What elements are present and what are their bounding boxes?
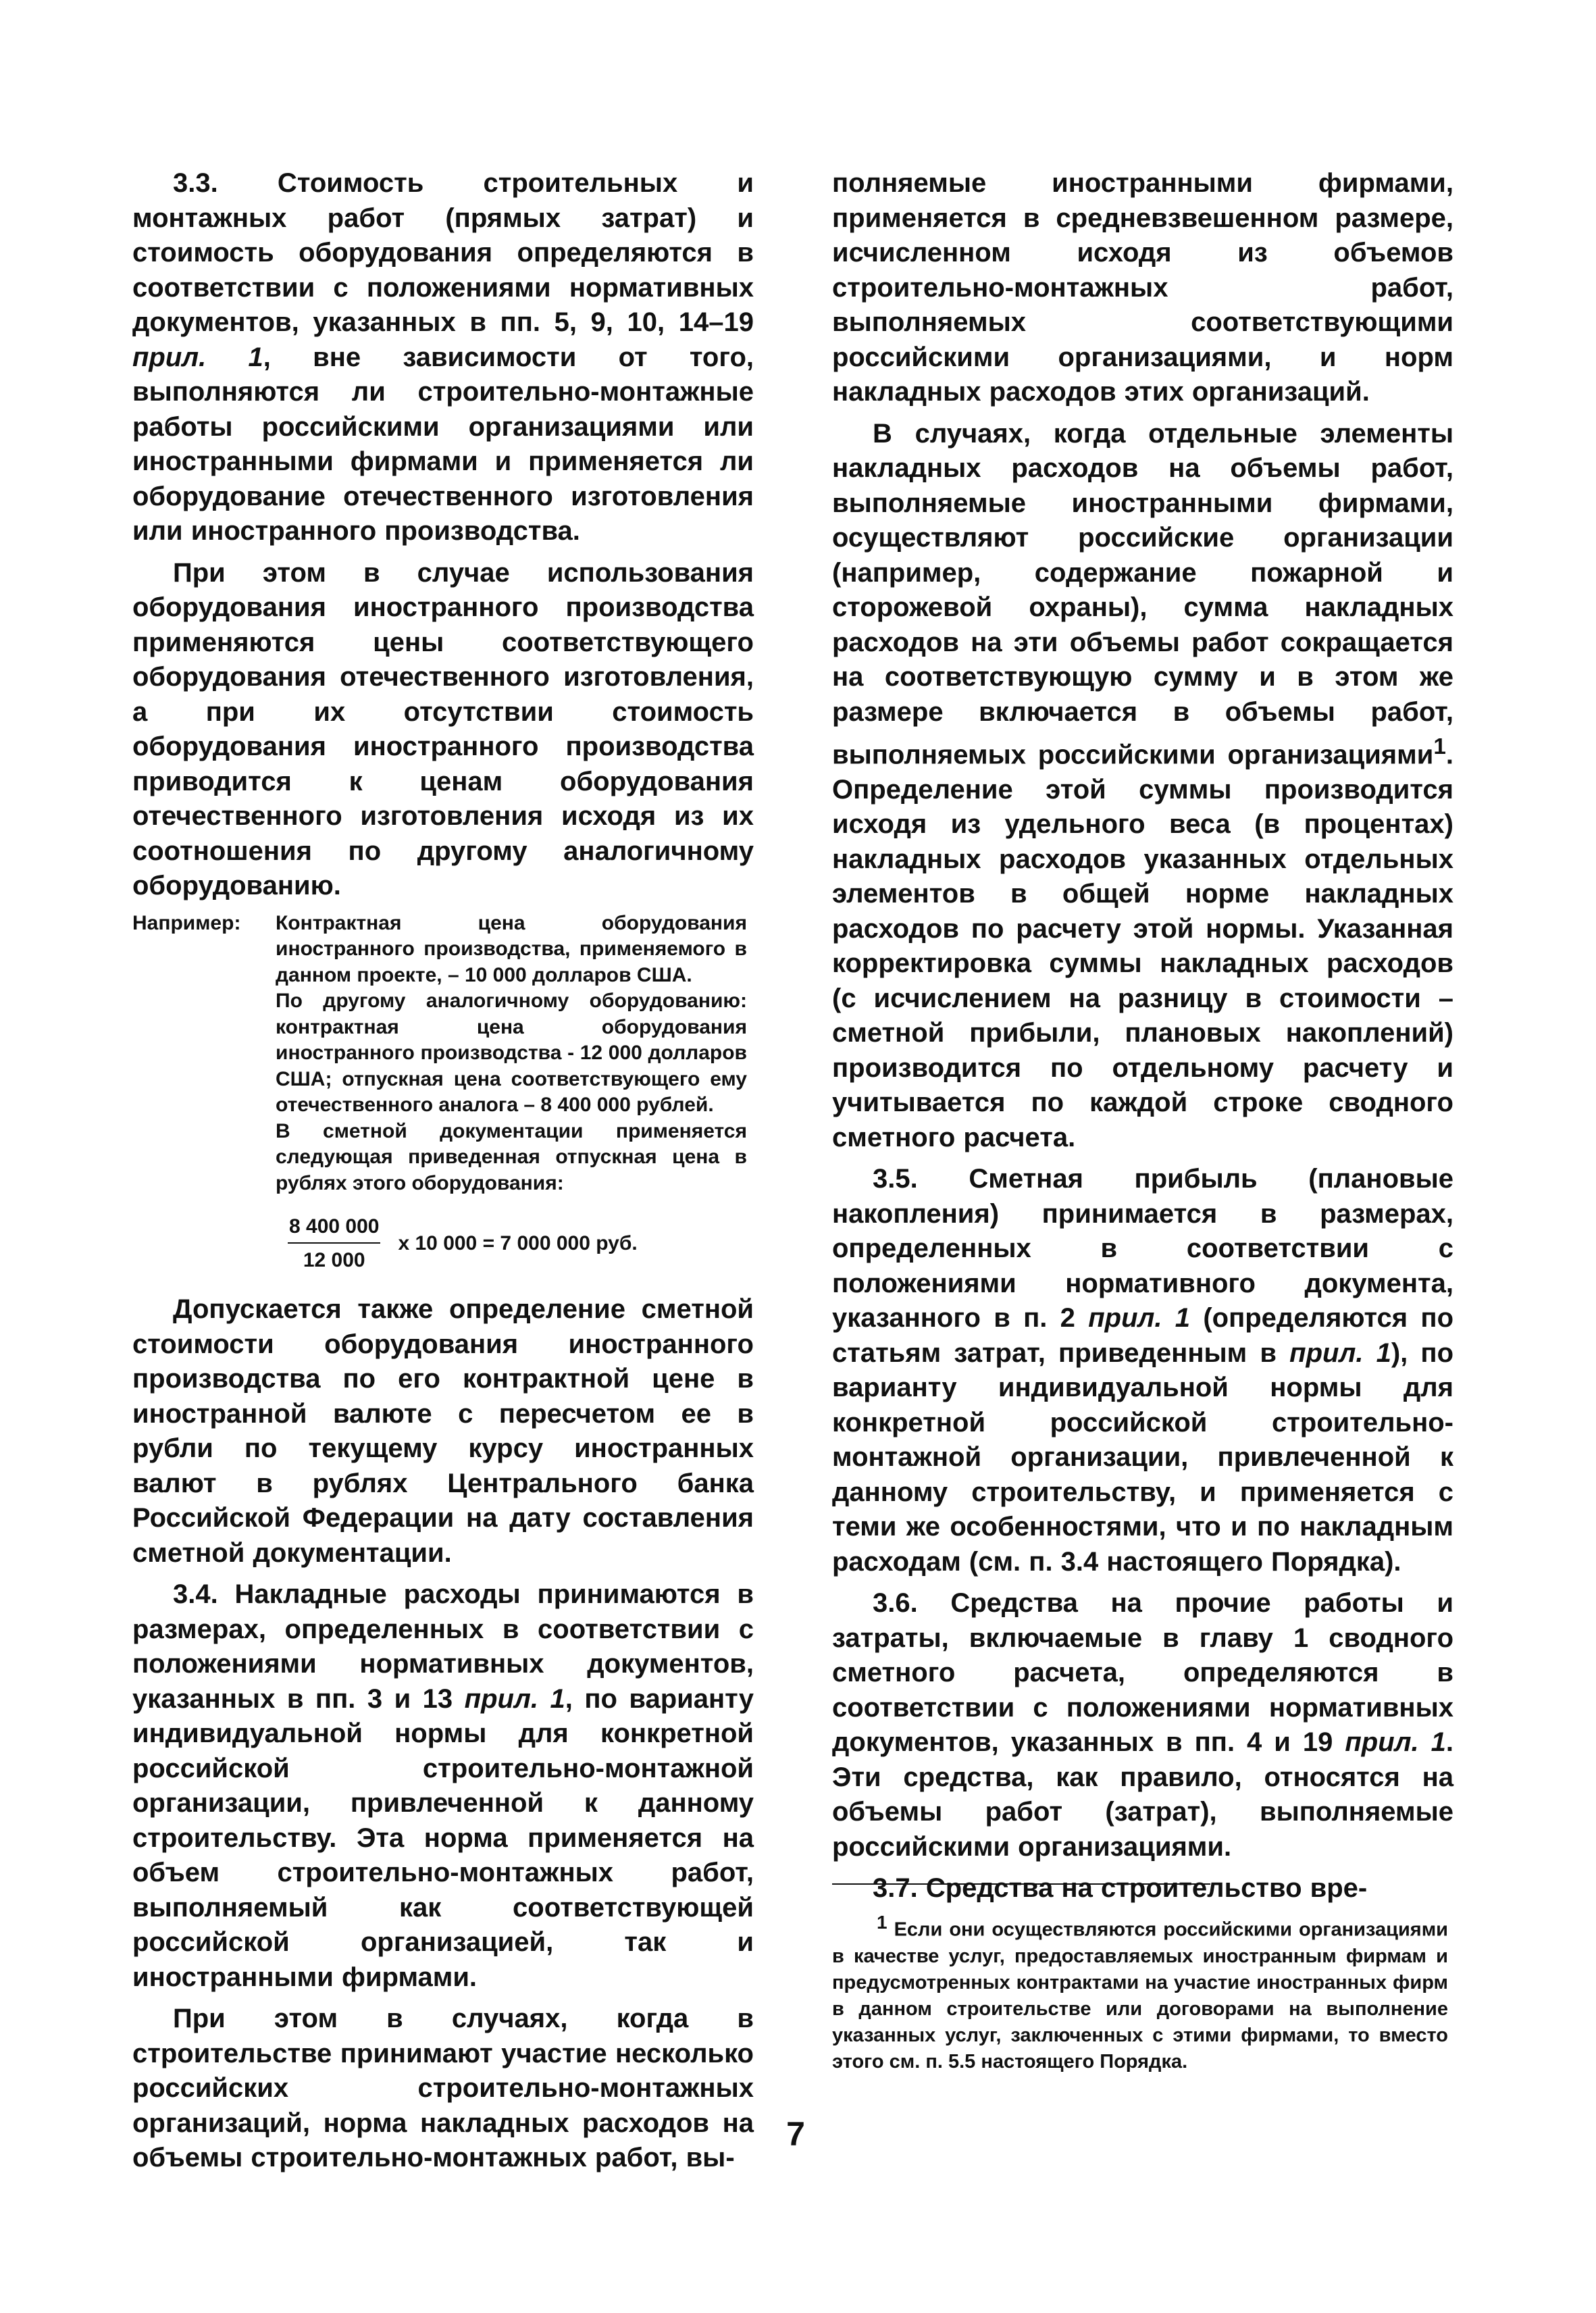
- paragraph-several-organizations: При этом в случаях, когда в строительстве принимают участие несколько российских строительно-монтажных организаций, норма накладных расходов на объемы строительно-монтажных работ, вы-: [132, 2004, 754, 2172]
- paragraph-foreign-equipment: При этом в случае использования оборудования иностранного производства применяются цены соответствующего оборудования отечественного изготовления, а при их отсутствии стоимость оборудования иностранного производства приводится к ценам оборудования отечественного изготовления исходя из их соотношения по другому аналогичному оборудованию.: [132, 557, 754, 900]
- page-number: 7: [786, 2115, 805, 2153]
- left-column: [132, 166, 754, 2183]
- right-column: [832, 166, 1453, 1913]
- appendix-reference: прил. 1: [1088, 1303, 1191, 1333]
- paragraph-continuation: полняемые иностранными фирмами, применяется в средневзвешенном размере, исчисленном исходя из объемов строительно-монтажных работ, выполняемых соответствующими российскими организациями, и норм накладных расходов этих организаций.: [832, 168, 1453, 407]
- section-text: , вне зависимости от того, выполняются ли строительно-монтажные работы российскими организациями или иностранными фирмами и применяется ли оборудование отечественного изготовления или иностранного производства.: [132, 342, 754, 546]
- paragraph-overhead-elements: [832, 417, 1453, 1156]
- formula-fraction: [288, 1215, 380, 1272]
- footnote-text: Если они осуществляются российскими организациями в качестве услуг, предоставляемых иностранным фирмам и предусмотренных контрактами на участие иностранных фирм в данном строительстве или договорами на выполнение указанных услуг, заключенных с этими фирмами, то вместо этого см. п. 5.5 настоящего Порядка.: [832, 1918, 1448, 2073]
- section-number: 3.3.: [173, 168, 218, 198]
- section-number: 3.6.: [873, 1588, 918, 1619]
- section-3-6: [832, 1586, 1453, 1864]
- section-text: Средства на строительство вре-: [917, 1873, 1368, 1904]
- paragraph-text: В случаях, когда отдельные элементы накладных расходов на объемы работ, выполняемые иностранными фирмами, осуществляют российские организации (например, содержание пожарной и сторожевой охраны), сумма накладных расходов на эти объемы работ сокращается на соответствующую сумму и в этом же размере включается в объемы работ, выполняемых российскими организациями: [832, 418, 1453, 770]
- example-label: Например:: [132, 911, 241, 934]
- section-text: (определяются по статьям затрат, приведенным в: [832, 1303, 1454, 1368]
- formula-denominator: 12 000: [303, 1249, 365, 1271]
- appendix-reference: прил. 1: [132, 342, 263, 372]
- section-3-3: [132, 166, 754, 549]
- section-text: . Эти средства, как правило, относятся на объемы работ (затрат), выполняемые российскими организациями.: [832, 1727, 1453, 1862]
- price-formula: [288, 1215, 754, 1272]
- section-text: ), по варианту индивидуальной нормы для конкретной российской строительно-монтажной организации, привлеченной к данному строительству, и применяется с теми же особенностями, что и по накладным расходам (см. п. 3.4 настоящего Порядка).: [832, 1338, 1454, 1577]
- section-3-4: [132, 1577, 754, 1995]
- appendix-reference: прил. 1: [464, 1683, 565, 1714]
- section-number: 3.7.: [873, 1873, 918, 1904]
- section-number: 3.4.: [173, 1579, 218, 1609]
- footnote-number: 1: [877, 1912, 887, 1933]
- formula-result: х 10 000 = 7 000 000 руб.: [398, 1232, 638, 1254]
- appendix-reference: прил. 1: [1289, 1338, 1391, 1368]
- footnote: [832, 1909, 1448, 2075]
- footnote-divider: [832, 1883, 1210, 1885]
- paragraph-text: . Определение этой суммы производится исходя из удельного веса (в процентах) накладных расходов указанных отдельных элементов в общей норме накладных расходов по расчету этой нормы. Указанная корректировка суммы накладных расходов (с исчислением на разницу в стоимости – сметной прибыли, плановых накоплений) производится по отдельному расчету и учитывается по каждой строке сводного сметного расчета.: [832, 740, 1453, 1152]
- section-number: 3.5.: [873, 1164, 918, 1194]
- paragraph-contract-price: Допускается также определение сметной стоимости оборудования иностранного производства по его контрактной цене в иностранной валюте с пересчетом ее в рубли по текущему курсу иностранных валют в рублях Центрального банка Российской Федерации на дату составления сметной документации.: [132, 1294, 754, 1568]
- section-text: Стоимость строительных и монтажных работ (прямых затрат) и стоимость оборудования определяются в соответствии с положениями нормативных документов, указанных в пп. 5, 9, 10, 14–19: [132, 168, 754, 337]
- example-block: [132, 911, 754, 1197]
- appendix-reference: прил. 1: [1345, 1727, 1446, 1758]
- example-line: По другому аналогичному оборудованию: контрактная цена оборудования иностранного производства - 12 000 долларов США; отпускная цена соответствующего ему отечественного аналога – 8 400 000 рублей.: [276, 990, 747, 1116]
- section-text: , по варианту индивидуальной нормы для конкретной российской строительно-монтажной организации, привлеченной к данному строительству. Эта норма применяется на объем строительно-монтажных работ, выполняемый как соответствующей российской организацией, так и иностранными фирмами.: [132, 1683, 754, 1992]
- footnote-marker: 1: [1433, 734, 1446, 759]
- section-text: Сметная прибыль (плановые накопления) принимается в размерах, определенных в соответствии с положениями нормативного документа, указанного в п. 2: [832, 1164, 1453, 1333]
- example-line: Контрактная цена оборудования иностранного производства, применяемого в данном проекте, – 10 000 долларов США.: [276, 911, 747, 986]
- example-body: [276, 911, 747, 1197]
- section-text: Накладные расходы принимаются в размерах, определенных в соответствии с положениями нормативных документов, указанных в пп. 3 и 13: [132, 1579, 754, 1714]
- section-3-5: [832, 1162, 1453, 1579]
- example-line: В сметной документации применяется следующая приведенная отпускная цена в рублях этого оборудования:: [276, 1119, 747, 1194]
- section-text: Средства на прочие работы и затраты, включаемые в главу 1 сводного сметного расчета, определяются в соответствии с положениями нормативных документов, указанных в пп. 4 и 19: [832, 1588, 1453, 1758]
- section-3-7: [832, 1871, 1453, 1906]
- formula-numerator: 8 400 000: [288, 1215, 380, 1244]
